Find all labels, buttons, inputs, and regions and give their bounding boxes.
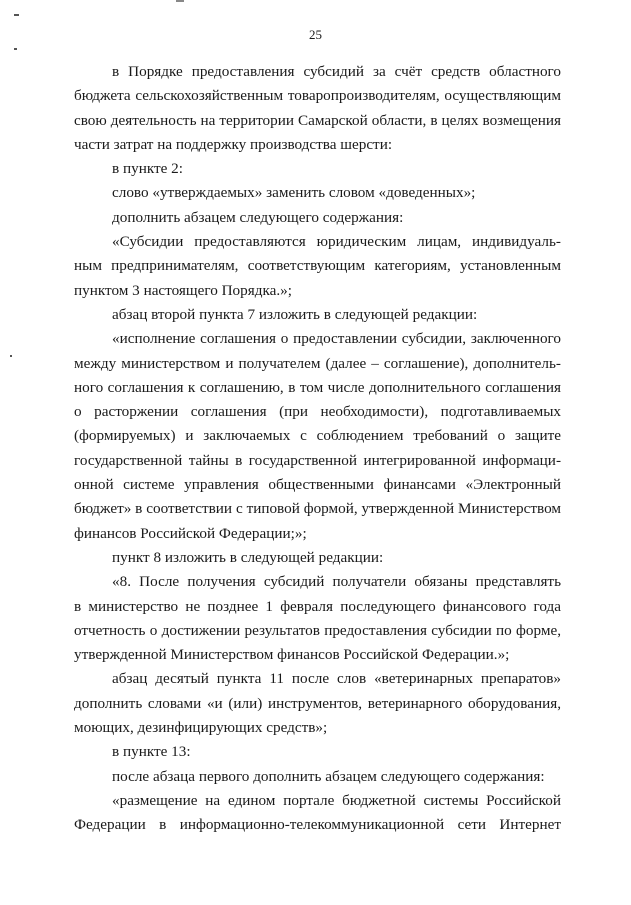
text-line: после абзаца первого дополнить абзацем следующего содержания: bbox=[112, 767, 545, 785]
text-line: финансов Российской Федерации;»; bbox=[74, 524, 307, 542]
text-line: бюджета сельскохозяйственным товаропроизводителям, осуществляющим bbox=[74, 87, 561, 105]
text-line: пунктом 3 настоящего Порядка.»; bbox=[74, 281, 292, 299]
text-line: в министерство не позднее 1 февраля последующего финансового года bbox=[74, 597, 561, 615]
text-line: (формируемых) и заключаемых с соблюдением требований о защите bbox=[74, 427, 561, 445]
text-line: дополнить словами «и (или) инструментов, ветеринарного оборудования, bbox=[74, 694, 561, 712]
text-line: о расторжении соглашения (при необходимости), подготавливаемых bbox=[74, 403, 561, 421]
text-line: онной системе управления общественными финансами «Электронный bbox=[74, 476, 561, 494]
text-line: абзац второй пункта 7 изложить в следующей редакции: bbox=[112, 305, 478, 323]
text-line: «8. После получения субсидий получатели обязаны представлять bbox=[112, 573, 561, 591]
text-line: «Субсидии предоставляются юридическим лицам, индивидуаль- bbox=[112, 233, 561, 251]
text-line: слово «утверждаемых» заменить словом «доведенных»; bbox=[112, 184, 476, 202]
scan-artifact bbox=[14, 14, 19, 16]
scan-artifact bbox=[10, 355, 12, 357]
text-line: утвержденной Министерством финансов Российской Федерации.»; bbox=[74, 646, 510, 664]
page-number: 25 bbox=[309, 27, 322, 42]
text-line: «размещение на едином портале бюджетной системы Российской bbox=[112, 791, 561, 809]
text-line: в пункте 2: bbox=[112, 160, 183, 178]
text-line: дополнить абзацем следующего содержания: bbox=[112, 208, 404, 226]
scan-artifact bbox=[14, 48, 17, 50]
text-line: ного соглашения к соглашению, в том числе дополнительного соглашения bbox=[74, 378, 561, 396]
text-line: государственной тайны в государственной интегрированной информаци- bbox=[74, 451, 561, 469]
text-line: в пункте 13: bbox=[112, 743, 191, 761]
text-line: моющих, дезинфицирующих средств»; bbox=[74, 719, 328, 737]
text-line: в Порядке предоставления субсидий за счёт средств областного bbox=[112, 63, 561, 80]
text-line: пункт 8 изложить в следующей редакции: bbox=[112, 548, 384, 566]
text-line: Федерации в информационно-телекоммуникационной сети Интернет bbox=[74, 816, 561, 834]
scan-artifact bbox=[176, 0, 184, 2]
text-line: абзац десятый пункта 11 после слов «ветеринарных препаратов» bbox=[112, 670, 561, 688]
text-line: части затрат на поддержку производства шерсти: bbox=[74, 135, 393, 153]
text-line: «исполнение соглашения о предоставлении субсидии, заключенного bbox=[112, 330, 561, 348]
text-line: между министерством и получателем (далее – соглашение), дополнитель- bbox=[74, 354, 561, 372]
text-line: свою деятельность на территории Самарской области, в целях возмещения bbox=[74, 111, 561, 129]
text-line: бюджет» в соответствии с типовой формой, утвержденной Министерством bbox=[74, 500, 561, 518]
text-line: ным предпринимателям, соответствующим категориям, установленным bbox=[74, 257, 561, 275]
text-line: отчетность о достижении результатов предоставления субсидии по форме, bbox=[74, 621, 561, 639]
document-body bbox=[74, 60, 561, 838]
